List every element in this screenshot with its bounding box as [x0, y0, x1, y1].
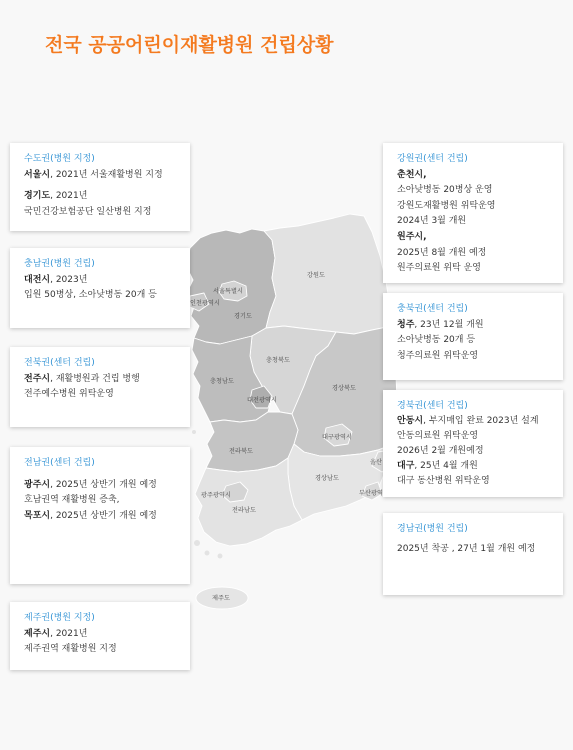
card-line [397, 542, 557, 558]
line-text: , 재활병원과 건립 병행 [50, 373, 140, 384]
line-text: 2025년 착공 , 27년 1월 개원 예정 [397, 543, 536, 554]
island [218, 554, 223, 559]
city-name: 목포시 [24, 510, 51, 521]
card-heading: 경남권(병원 건립) [397, 524, 468, 534]
line-text: , 2025년 상반기 개원 예정 [50, 510, 157, 521]
card-line [397, 444, 557, 459]
page-title: 전국 공공어린이재활병원 건립상황 [45, 34, 334, 56]
map-label-daejeon: 대전광역시 [247, 397, 277, 404]
city-name: 광주시 [24, 479, 51, 490]
card-line [397, 474, 557, 489]
card-line [397, 168, 557, 184]
city-name: 청주 [397, 319, 415, 330]
line-text: 국민건강보험공단 일산병원 지정 [24, 206, 152, 217]
card-line [397, 333, 557, 349]
region-gangwon [264, 214, 392, 334]
card-jeju [10, 602, 190, 670]
card-line [397, 199, 557, 215]
map-label-jeonnam: 전라남도 [232, 507, 256, 514]
card-line [24, 168, 184, 184]
city-name: 전주시 [24, 373, 51, 384]
line-text: 원주의료원 위탁 운영 [397, 263, 481, 274]
city-name: 춘천시, [397, 169, 427, 180]
line-text: , 23년 12월 개원 [414, 319, 484, 330]
card-line [24, 493, 184, 509]
city-name: 원주시, [397, 231, 427, 242]
card-line [397, 349, 557, 365]
card-line [397, 414, 557, 429]
map-label-chungnam: 충청남도 [210, 378, 234, 385]
card-sudogwon [10, 143, 190, 231]
card-heading: 강원권(센터 건립) [397, 154, 468, 164]
map-label-daegu: 대구광역시 [322, 434, 352, 441]
line-text: 2025년 8월 개원 예정 [397, 247, 487, 258]
island [194, 540, 200, 546]
card-gyeongnam [383, 513, 563, 595]
card-line [24, 372, 184, 388]
map-label-incheon: 인천광역시 [190, 300, 220, 307]
line-text: 안동의료원 위탁운영 [397, 431, 479, 441]
card-jeonbuk [10, 347, 190, 427]
line-text: , 2021년 [50, 191, 88, 202]
line-text: , 2025년 상반기 개원 예정 [50, 479, 157, 490]
map-label-jeju: 제주도 [212, 595, 230, 602]
card-chungnam [10, 248, 190, 328]
card-line [24, 273, 184, 289]
line-text: 소아낮병동 20개 등 [397, 335, 476, 346]
line-text: 입원 50병상, 소아낮병동 20개 등 [24, 290, 157, 301]
card-line [397, 246, 557, 262]
map-label-gyeongnam: 경상남도 [315, 475, 339, 482]
card-line [397, 183, 557, 199]
map-label-chungbuk: 충청북도 [266, 357, 290, 364]
city-name: 안동시 [397, 416, 424, 426]
city-name: 대구 [397, 461, 415, 471]
region-jeonnam [195, 458, 302, 546]
card-line [24, 478, 184, 494]
line-text: , 부지매입 완료 2023년 설계 [423, 416, 539, 426]
card-line [397, 429, 557, 444]
card-line [24, 387, 184, 403]
card-line [24, 288, 184, 304]
card-line [24, 509, 184, 525]
map-label-gyeongbuk: 경상북도 [332, 385, 356, 392]
card-gyeongbuk [383, 390, 563, 497]
line-text: , 2021년 [50, 628, 88, 639]
card-chungbuk [383, 293, 563, 380]
card-heading: 수도권(병원 지정) [24, 154, 95, 164]
line-text: 청주의료원 위탁운영 [397, 350, 479, 361]
map-label-gangwon: 강원도 [307, 272, 325, 279]
card-line [24, 627, 184, 643]
line-text: , 25년 4월 개원 [414, 461, 478, 471]
card-gangwon [383, 143, 563, 283]
line-text: 강원도재활병원 위탁운영 [397, 200, 496, 211]
map-label-gyeonggi: 경기도 [234, 313, 252, 320]
line-text: 전주예수병원 위탁운영 [24, 389, 114, 400]
city-name: 대전시 [24, 274, 51, 285]
card-heading: 전남권(센터 건립) [24, 458, 95, 468]
card-line [24, 189, 184, 205]
map-label-jeonbuk: 전라북도 [229, 448, 253, 455]
card-heading: 충북권(센터 건립) [397, 304, 468, 314]
card-line [397, 459, 557, 474]
line-text: , 2023년 [50, 274, 88, 285]
line-text: 제주권역 재활병원 지정 [24, 644, 117, 655]
island [192, 430, 196, 434]
line-text: 대구 동산병원 위탁운영 [397, 476, 490, 486]
card-line [397, 261, 557, 277]
card-line [397, 230, 557, 246]
map-label-busan: 부산광역 [359, 490, 383, 497]
map-label-ulsan: 울산 [370, 459, 382, 466]
card-line [397, 318, 557, 334]
city-name: 경기도 [24, 191, 51, 202]
line-text: 호남권역 재활병원 증축, [24, 495, 120, 506]
island [205, 551, 210, 556]
map-label-seoul: 서울특별시 [213, 288, 243, 295]
city-name: 서울시 [24, 169, 51, 180]
card-line [397, 214, 557, 230]
line-text: , 2021년 서울재활병원 지정 [50, 169, 163, 180]
line-text: 2026년 2월 개원예정 [397, 446, 484, 456]
card-heading: 전북권(센터 건립) [24, 358, 95, 368]
city-name: 제주시 [24, 628, 51, 639]
card-heading: 충남권(병원 건립) [24, 259, 95, 269]
card-heading: 경북권(센터 건립) [397, 401, 468, 411]
card-heading: 제주권(병원 지정) [24, 613, 95, 623]
line-text: 소아낮병동 20병상 운영 [397, 185, 493, 196]
line-text: 2024년 3월 개원 [397, 216, 467, 227]
map-label-gwangju: 광주광역시 [201, 492, 231, 499]
card-jeonnam [10, 447, 190, 584]
card-line [24, 642, 184, 658]
card-line [24, 205, 184, 221]
